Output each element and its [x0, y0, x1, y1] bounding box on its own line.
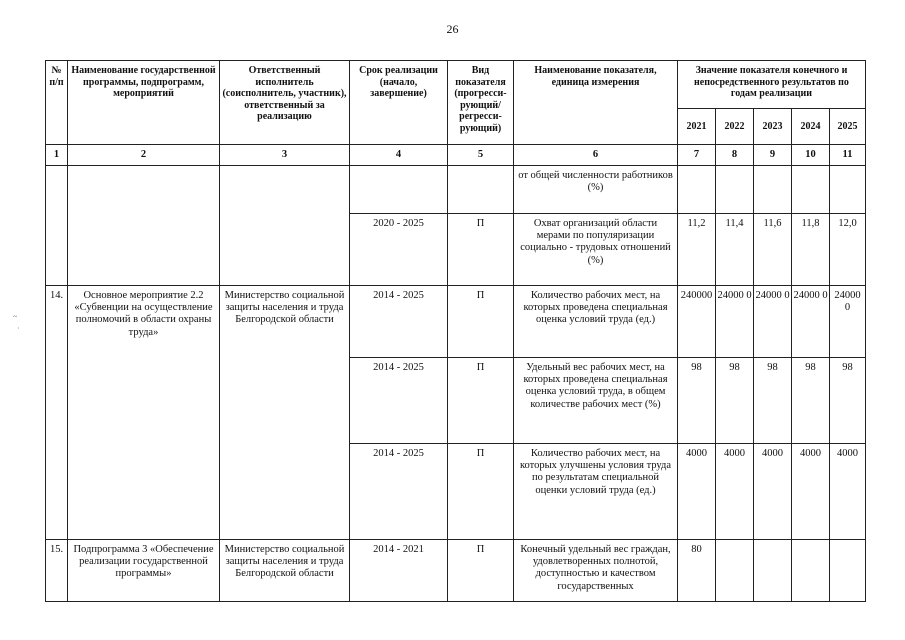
cell-indicator-type: П	[448, 286, 514, 358]
column-number: 5	[448, 145, 514, 166]
cell-period: 2014 - 2025	[350, 358, 448, 444]
cell-value	[716, 166, 754, 214]
cell-program-name: Основное мероприятие 2.2 «Субвенции на осуществление полномочий в области охраны труда»	[68, 286, 220, 540]
column-number: 10	[792, 145, 830, 166]
cell-executor: Министерство социальной защиты населения и труда Белгородской области	[220, 540, 350, 602]
header-year: 2021	[678, 109, 716, 145]
cell-indicator-type: П	[448, 540, 514, 602]
header-values-by-year: Значение показателя конечного и непосредственного результатов по годам реализации	[678, 61, 866, 109]
cell-num: 15.	[46, 540, 68, 602]
cell-value: 4000	[754, 444, 792, 540]
cell-program-name: Подпрограмма 3 «Обеспечение реализации государственной программы»	[68, 540, 220, 602]
cell-value: 24000 0	[830, 286, 866, 358]
cell-value: 11,4	[716, 214, 754, 286]
column-number: 6	[514, 145, 678, 166]
cell-indicator-name: Количество рабочих мест, на которых проведена специальная оценка условий труда (ед.)	[514, 286, 678, 358]
cell-value	[678, 166, 716, 214]
cell-value	[830, 166, 866, 214]
header-year: 2025	[830, 109, 866, 145]
cell-period: 2020 - 2025	[350, 214, 448, 286]
column-number: 2	[68, 145, 220, 166]
table-row	[46, 540, 866, 602]
cell-value: 98	[754, 358, 792, 444]
scan-artifact: ·	[17, 324, 20, 333]
header-executor: Ответственный исполнитель (соисполнитель, участник), ответственный за реализацию	[220, 61, 350, 145]
header-period: Срок реализации (начало, завершение)	[350, 61, 448, 145]
cell-indicator-name: Охват организаций области мерами по популяризации социально - трудовых отношений (%)	[514, 214, 678, 286]
cell-indicator-type	[448, 166, 514, 214]
cell-value: 98	[830, 358, 866, 444]
cell-value: 80	[678, 540, 716, 602]
cell-indicator-type: П	[448, 214, 514, 286]
column-number: 7	[678, 145, 716, 166]
cell-value: 98	[792, 358, 830, 444]
column-number: 1	[46, 145, 68, 166]
table-row	[46, 166, 866, 214]
cell-indicator-type: П	[448, 358, 514, 444]
cell-value: 4000	[678, 444, 716, 540]
cell-value: 240000	[678, 286, 716, 358]
cell-value: 4000	[716, 444, 754, 540]
header-year: 2022	[716, 109, 754, 145]
cell-value: 4000	[830, 444, 866, 540]
cell-indicator-name: Конечный удельный вес граждан, удовлетворенных полнотой, доступностью и качеством государственных	[514, 540, 678, 602]
cell-value: 11,2	[678, 214, 716, 286]
table-row	[46, 286, 866, 358]
cell-value: 12,0	[830, 214, 866, 286]
header-program-name: Наименование государственной программы, подпрограмм, мероприятий	[68, 61, 220, 145]
cell-value: 24000 0	[716, 286, 754, 358]
column-number: 8	[716, 145, 754, 166]
cell-executor: Министерство социальной защиты населения и труда Белгородской области	[220, 286, 350, 540]
cell-value	[716, 540, 754, 602]
cell-period: 2014 - 2021	[350, 540, 448, 602]
cell-value	[792, 166, 830, 214]
header-year: 2023	[754, 109, 792, 145]
cell-value	[754, 166, 792, 214]
header-indicator-name: Наименование показателя, единица измерения	[514, 61, 678, 145]
cell-indicator-type: П	[448, 444, 514, 540]
column-number: 3	[220, 145, 350, 166]
cell-value: 98	[716, 358, 754, 444]
cell-program-name	[68, 166, 220, 286]
cell-value: 11,8	[792, 214, 830, 286]
header-year: 2024	[792, 109, 830, 145]
cell-value: 4000	[792, 444, 830, 540]
cell-period	[350, 166, 448, 214]
scan-artifact: ~	[13, 312, 18, 321]
cell-indicator-name: от общей численности работников (%)	[514, 166, 678, 214]
column-number: 4	[350, 145, 448, 166]
cell-num	[46, 166, 68, 286]
cell-value	[792, 540, 830, 602]
header-num: № п/п	[46, 61, 68, 145]
cell-value	[754, 540, 792, 602]
cell-value: 11,6	[754, 214, 792, 286]
cell-value: 24000 0	[754, 286, 792, 358]
cell-executor	[220, 166, 350, 286]
cell-num: 14.	[46, 286, 68, 540]
cell-period: 2014 - 2025	[350, 444, 448, 540]
cell-period: 2014 - 2025	[350, 286, 448, 358]
cell-value: 98	[678, 358, 716, 444]
column-number: 9	[754, 145, 792, 166]
header-indicator-type: Вид показателя (прогресси-рующий/ регресси-рующий)	[448, 61, 514, 145]
cell-indicator-name: Количество рабочих мест, на которых улучшены условия труда по результатам специальной оценки условий труда (ед.)	[514, 444, 678, 540]
cell-indicator-name: Удельный вес рабочих мест, на которых проведена специальная оценка условий труда, в общем количестве рабочих мест (%)	[514, 358, 678, 444]
indicators-table	[45, 60, 866, 602]
cell-value	[830, 540, 866, 602]
cell-value: 24000 0	[792, 286, 830, 358]
column-number: 11	[830, 145, 866, 166]
page-number: 26	[446, 22, 459, 36]
